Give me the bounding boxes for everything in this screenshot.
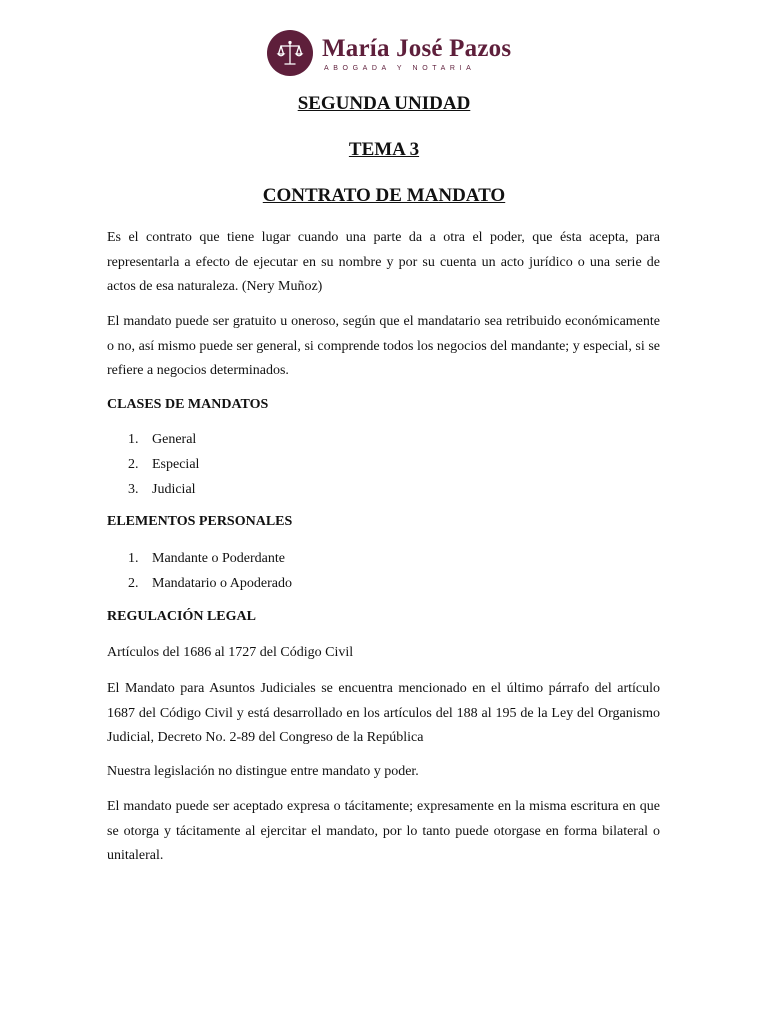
brand-logo [267,28,511,78]
judicial-mandate-paragraph: El Mandato para Asuntos Judiciales se encuentra mencionado en el último párrafo del artículo 1687 del Código Civil y está desarrollado en los artículos del 188 al 195 de la Ley del Organismo Judicial, Decreto No. 2-89 del Congreso de la República [107,681,660,745]
acceptance-paragraph: El mandato puede ser aceptado expresa o tácitamente; expresamente en la misma escritura en que se otorga y tácitamente al ejercitar el mandato, por lo tanto puede otorgase en forma bilateral o unitaleral. [107,799,660,863]
topic-heading: TEMA 3 [348,139,420,160]
list-number: 2. [128,457,139,472]
articles-reference: Artículos del 1686 al 1727 del Código Civil [107,645,354,660]
list-item [128,427,199,452]
list-label: Mandante o Poderdante [152,551,285,566]
elements-list [128,546,292,596]
definition-paragraph: Es el contrato que tiene lugar cuando una parte da a otra el poder, que ésta acepta, para representarla a efecto de ejecutar en su nombre y por su cuenta un acto jurídico o una serie de actos de esa naturaleza. (Nery Muñoz) [107,230,660,294]
mandate-types-paragraph: El mandato puede ser gratuito u oneroso, según que el mandatario sea retribuido económicamente o no, así mismo puede ser general, si comprende todos los negocios del mandante; y especial, si se refiere a negocios determinados. [107,314,660,378]
list-number: 1. [128,432,139,447]
list-item [128,452,199,477]
elements-section-title: ELEMENTOS PERSONALES [107,514,293,529]
regulation-section-title: REGULACIÓN LEGAL [107,609,256,624]
logo-subtitle: ABOGADA Y NOTARIA [324,64,476,72]
list-number: 3. [128,482,139,497]
list-item [128,546,292,571]
unit-heading: SEGUNDA UNIDAD [297,93,471,114]
list-item [128,571,292,596]
list-number: 1. [128,551,139,566]
list-number: 2. [128,576,139,591]
list-item [128,477,199,502]
scales-of-justice-icon [267,30,313,76]
classes-list [128,427,199,502]
legislation-paragraph: Nuestra legislación no distingue entre mandato y poder. [107,764,419,779]
list-label: Mandatario o Apoderado [152,576,292,591]
logo-name: María José Pazos [322,34,512,62]
list-label: Especial [152,457,200,472]
list-label: Judicial [152,482,196,497]
list-label: General [152,432,197,447]
document-title: CONTRATO DE MANDATO [262,185,506,206]
classes-section-title: CLASES DE MANDATOS [107,397,269,412]
